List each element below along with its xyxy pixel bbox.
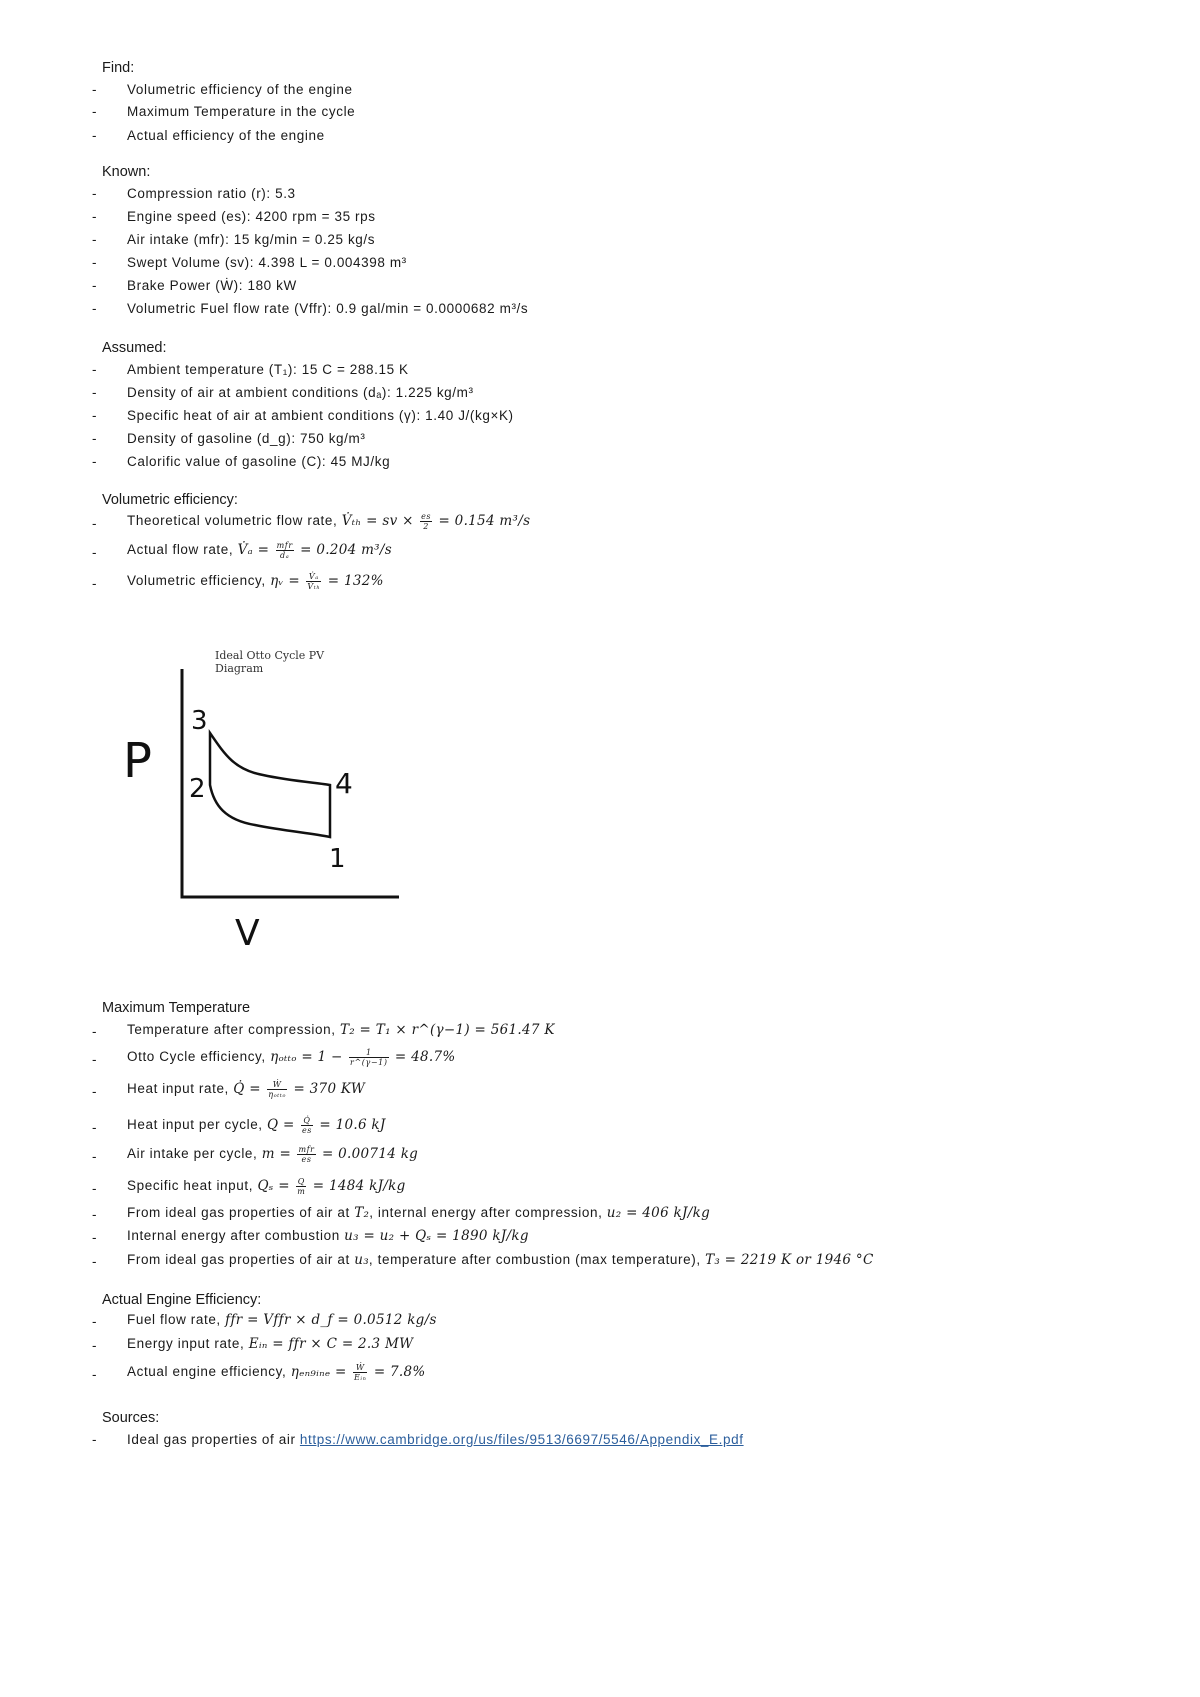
- bullet-dash: -: [92, 301, 97, 316]
- fraction: [349, 1048, 389, 1067]
- actual-item-2: [127, 1336, 413, 1352]
- denominator: m: [297, 1187, 306, 1196]
- diagram-title-line1: Ideal Otto Cycle PV: [215, 649, 325, 662]
- numerator: Q̇: [301, 1116, 313, 1126]
- maxtemp-item-3: [127, 1080, 365, 1099]
- bullet-dash: -: [92, 431, 97, 446]
- bullet-dash: -: [92, 186, 97, 201]
- diagram-title-line2: Diagram: [215, 662, 264, 675]
- assumed-item-5: Calorific value of gasoline (C): 45 MJ/kg: [127, 454, 391, 469]
- text: , internal energy after compression,: [369, 1205, 603, 1220]
- assumed-item-4: Density of gasoline (d_g): 750 kg/m³: [127, 431, 366, 446]
- actual-item-3: [127, 1363, 426, 1382]
- bullet-dash: -: [92, 408, 97, 423]
- equation: ηₑₙ₉ᵢₙₑ =: [290, 1364, 347, 1381]
- text: Specific heat input,: [127, 1178, 254, 1194]
- math-term: T₂: [354, 1205, 370, 1221]
- text: Internal energy after combustion: [127, 1228, 340, 1243]
- find-item-2: Maximum Temperature in the cycle: [127, 104, 356, 119]
- result: = 1484 kJ/kg: [312, 1178, 406, 1195]
- assumed-heading: Assumed:: [102, 340, 167, 356]
- equation: V̇ₐ =: [237, 542, 270, 559]
- text: Theoretical volumetric flow rate,: [127, 513, 338, 529]
- bullet-dash: -: [92, 454, 97, 469]
- bullet-dash: -: [92, 1084, 97, 1099]
- maxtemp-item-1: [127, 1022, 555, 1038]
- volumetric-item-1: [127, 512, 530, 531]
- bullet-dash: -: [92, 128, 97, 143]
- equation: ηᵥ =: [270, 573, 301, 590]
- bullet-dash: -: [92, 104, 97, 119]
- bullet-dash: -: [92, 232, 97, 247]
- bullet-dash: -: [92, 576, 97, 591]
- sources-heading: Sources:: [102, 1410, 160, 1426]
- assumed-item-1: Ambient temperature (T₁): 15 C = 288.15 K: [127, 362, 409, 377]
- maxtemp-item-8: [127, 1228, 529, 1244]
- state-point-4: 4: [335, 767, 353, 800]
- maxtemp-item-7: [127, 1205, 710, 1221]
- bullet-dash: -: [92, 1052, 97, 1067]
- appendix-e-link[interactable]: https://www.cambridge.org/us/files/9513/6697/5546/Appendix_E.pdf: [299, 1432, 744, 1447]
- actual-heading: Actual Engine Efficiency:: [102, 1292, 262, 1308]
- fraction: [297, 1145, 315, 1164]
- known-item-4: Swept Volume (sv): 4.398 L = 0.004398 m³: [127, 255, 407, 270]
- bullet-dash: -: [92, 1207, 97, 1222]
- known-item-6: Volumetric Fuel flow rate (Vffr): 0.9 gal/min = 0.0000682 m³/s: [127, 301, 529, 316]
- text: Ideal gas properties of air: [127, 1432, 296, 1447]
- text: Heat input per cycle,: [127, 1117, 263, 1133]
- bullet-dash: -: [92, 82, 97, 97]
- bullet-dash: -: [92, 209, 97, 224]
- bullet-dash: -: [92, 255, 97, 270]
- denominator: es: [301, 1155, 312, 1164]
- text: Heat input rate,: [127, 1081, 229, 1097]
- maxtemp-heading: Maximum Temperature: [102, 1000, 251, 1016]
- result: = 0.00714 kg: [321, 1146, 419, 1163]
- known-item-5: Brake Power (Ẇ): 180 kW: [127, 278, 297, 293]
- bullet-dash: -: [92, 362, 97, 377]
- volumetric-item-3: [127, 572, 384, 591]
- sources-item: [127, 1432, 744, 1447]
- denominator: dₐ: [280, 551, 290, 560]
- bullet-dash: -: [92, 1314, 97, 1329]
- equation: V̇ₜₕ = sv ×: [341, 513, 414, 530]
- state-point-1: 1: [329, 844, 346, 874]
- volumetric-item-2: [127, 541, 392, 560]
- volume-axis-label: V: [235, 913, 260, 954]
- bullet-dash: -: [92, 1338, 97, 1353]
- text: , temperature after combustion (max temperature),: [368, 1252, 701, 1267]
- text: From ideal gas properties of air at: [127, 1205, 350, 1220]
- text: Temperature after compression,: [127, 1022, 336, 1037]
- text: From ideal gas properties of air at: [127, 1252, 350, 1267]
- result: = 48.7%: [394, 1049, 456, 1066]
- denominator: 2: [423, 522, 429, 531]
- equation: ηₒₜₜₒ = 1 −: [270, 1049, 343, 1066]
- result: = 10.6 kJ: [319, 1117, 386, 1134]
- result: = 7.8%: [373, 1364, 426, 1381]
- fraction: [296, 1177, 306, 1196]
- denominator: ηₒₜₜₒ: [268, 1090, 287, 1099]
- denominator: r^(γ−1): [350, 1058, 388, 1067]
- equation: Eᵢₙ = ffr × C = 2.3 MW: [248, 1336, 414, 1352]
- numerator: mfr: [298, 1145, 315, 1154]
- otto-cycle-pv-diagram: [115, 645, 415, 955]
- known-heading: Known:: [102, 164, 151, 180]
- bullet-dash: -: [92, 516, 97, 531]
- bullet-dash: -: [92, 1024, 97, 1039]
- equation: Q =: [267, 1117, 295, 1134]
- equation: Q̇ =: [233, 1081, 261, 1098]
- bullet-dash: -: [92, 545, 97, 560]
- actual-item-1: [127, 1312, 437, 1328]
- math-term: u₃: [354, 1252, 369, 1268]
- equation: ffr = Vffr × d_f = 0.0512 kg/s: [225, 1312, 437, 1328]
- result: = 0.154 m³/s: [438, 513, 531, 530]
- text: Actual flow rate,: [127, 542, 234, 558]
- bullet-dash: -: [92, 1181, 97, 1196]
- bullet-dash: -: [92, 1367, 97, 1382]
- equation: u₂ = 406 kJ/kg: [606, 1205, 711, 1221]
- known-item-2: Engine speed (es): 4200 rpm = 35 rps: [127, 209, 376, 224]
- find-item-1: Volumetric efficiency of the engine: [127, 82, 353, 97]
- numerator: 1: [349, 1048, 389, 1058]
- volumetric-heading: Volumetric efficiency:: [102, 492, 238, 508]
- fraction: [306, 572, 321, 591]
- denominator: Eᵢₙ: [353, 1373, 367, 1382]
- denominator: V̇ₜₕ: [307, 582, 321, 591]
- text: Volumetric efficiency,: [127, 573, 266, 589]
- bullet-dash: -: [92, 385, 97, 400]
- equation: m =: [261, 1146, 292, 1163]
- maxtemp-item-9: [127, 1252, 874, 1268]
- numerator: Ẇ: [353, 1363, 368, 1373]
- find-item-3: Actual efficiency of the engine: [127, 128, 325, 143]
- maxtemp-item-5: [127, 1145, 418, 1164]
- state-point-3: 3: [191, 706, 208, 736]
- equation: T₃ = 2219 K or 1946 °C: [705, 1252, 874, 1268]
- pv-axes: [182, 669, 399, 897]
- result: = 0.204 m³/s: [300, 542, 392, 559]
- result: = 370 KW: [293, 1081, 366, 1098]
- text: Fuel flow rate,: [127, 1312, 221, 1327]
- numerator: es: [421, 512, 432, 521]
- equation: T₂ = T₁ × r^(γ−1) = 561.47 K: [339, 1022, 555, 1038]
- denominator: es: [301, 1126, 313, 1135]
- fraction: [353, 1363, 368, 1382]
- bullet-dash: -: [92, 1254, 97, 1269]
- pressure-axis-label: P: [123, 733, 152, 789]
- fraction: [276, 541, 294, 560]
- assumed-item-3: Specific heat of air at ambient conditions (γ): 1.40 J/(kg×K): [127, 408, 514, 423]
- numerator: Q: [297, 1177, 305, 1186]
- maxtemp-item-6: [127, 1177, 406, 1196]
- bullet-dash: -: [92, 278, 97, 293]
- numerator: V̇ₐ: [306, 572, 321, 582]
- known-item-3: Air intake (mfr): 15 kg/min = 0.25 kg/s: [127, 232, 376, 247]
- text: Actual engine efficiency,: [127, 1364, 287, 1380]
- equation: u₃ = u₂ + Qₛ = 1890 kJ/kg: [344, 1228, 529, 1244]
- bullet-dash: -: [92, 1432, 97, 1447]
- text: Energy input rate,: [127, 1336, 245, 1351]
- bullet-dash: -: [92, 1120, 97, 1135]
- otto-cycle-loop: [210, 733, 330, 837]
- state-point-2: 2: [189, 774, 206, 804]
- bullet-dash: -: [92, 1149, 97, 1164]
- fraction: [420, 512, 432, 531]
- maxtemp-item-2: [127, 1048, 456, 1067]
- assumed-item-2: Density of air at ambient conditions (dₐ): 1.225 kg/m³: [127, 385, 474, 400]
- equation: Qₛ =: [257, 1178, 290, 1195]
- maxtemp-item-4: [127, 1116, 386, 1135]
- find-heading: Find:: [102, 60, 135, 76]
- fraction: [301, 1116, 313, 1135]
- text: Otto Cycle efficiency,: [127, 1049, 266, 1065]
- numerator: Ẇ: [267, 1080, 287, 1090]
- result: = 132%: [327, 573, 384, 590]
- numerator: mfr: [276, 541, 293, 550]
- text: Air intake per cycle,: [127, 1146, 258, 1162]
- fraction: [267, 1080, 287, 1099]
- known-item-1: Compression ratio (r): 5.3: [127, 186, 296, 201]
- bullet-dash: -: [92, 1230, 97, 1245]
